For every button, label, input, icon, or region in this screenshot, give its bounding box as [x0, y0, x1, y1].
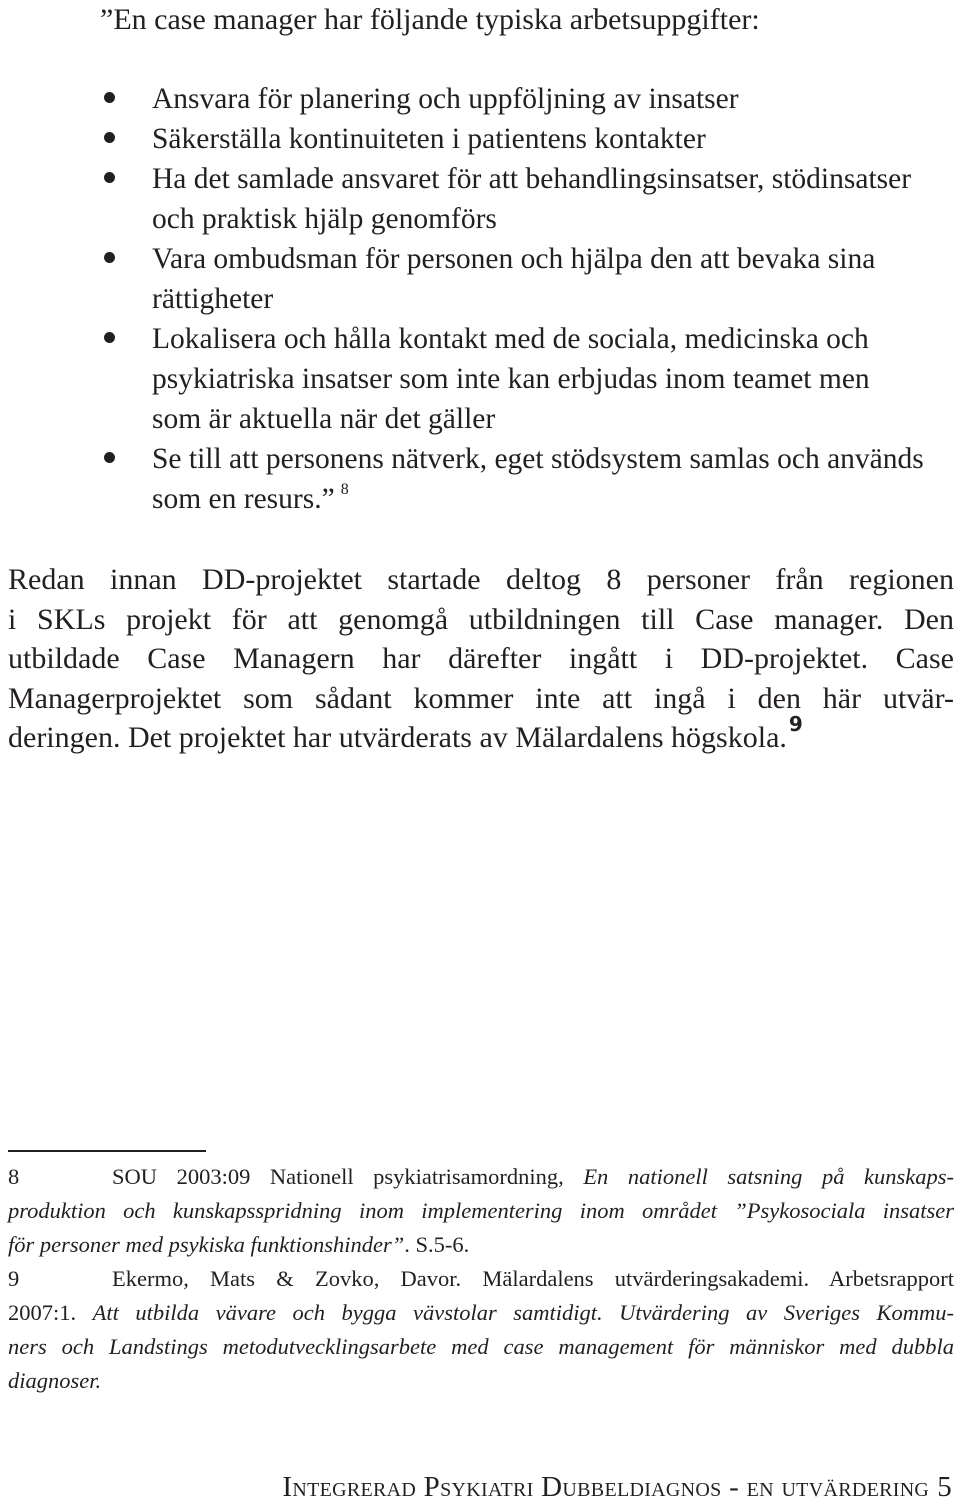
paragraph-line: Managerprojektet som sådant kommer inte att ingå i den här utvär- [8, 681, 954, 715]
quote-intro: ”En case manager har följande typiska arbetsuppgifter: [100, 3, 760, 36]
bullet-icon [104, 132, 115, 143]
list-item [0, 439, 960, 519]
footnote-line [8, 1228, 954, 1262]
list-item-text: Se till att personens nätverk, eget stödsystem samlas och används [152, 443, 924, 475]
page-number: 5 [937, 1471, 952, 1503]
footnote-text: 2007:1. [8, 1300, 93, 1325]
footnote-title: produktion och kunskapsspridning inom implementering inom området ”Psykosociala insatser [8, 1198, 954, 1223]
footnote-line [8, 1160, 954, 1194]
list-item-text: psykiatriska insatser som inte kan erbjudas inom teamet men [152, 363, 870, 395]
list-item-text: och praktisk hjälp genomförs [152, 203, 497, 235]
bullet-icon [104, 252, 115, 263]
running-footer-title: Integrerad Psykiatri Dubbeldiagnos - en utvärdering [282, 1471, 930, 1503]
list-item [0, 319, 960, 439]
list-item-text: som en resurs.” [152, 483, 335, 515]
footnote-number: 9 [8, 1266, 20, 1291]
footnote-title: diagnoser. [8, 1368, 102, 1393]
list-item-text: Ansvara för planering och uppföljning av insatser [152, 83, 739, 115]
footnote-8 [8, 1160, 954, 1262]
task-list [0, 79, 960, 519]
list-item [0, 159, 960, 239]
footnote-title: Att utbilda vävare och bygga vävstolar samtidigt. Utvärdering av Sveriges Kommu- [92, 1300, 954, 1325]
list-item [0, 119, 960, 159]
list-item-text: Vara ombudsman för personen och hjälpa den att bevaka sina [152, 243, 876, 275]
bullet-icon [104, 92, 115, 103]
footnote-number: 8 [8, 1164, 20, 1189]
paragraph-line: deringen. Det projektet har utvärderats av Mälardalens högskola. [8, 721, 787, 754]
footnote-ref-8[interactable]: 8 [340, 481, 349, 498]
paragraph-line: Redan innan DD-projektet startade deltog 8 personer från regionen [8, 563, 954, 596]
list-item-text: Säkerställa kontinuiteten i patientens kontakter [152, 123, 706, 155]
bullet-icon [104, 452, 115, 463]
list-item-text: Ha det samlade ansvaret för att behandlingsinsatser, stödinsatser [152, 163, 912, 195]
list-item [0, 79, 960, 119]
list-item [0, 239, 960, 319]
paragraph-line-last [8, 712, 954, 758]
bullet-icon [104, 332, 115, 343]
footnote-title: för personer med psykiska funktionshinder” [8, 1232, 405, 1257]
list-item-text: Lokalisera och hålla kontakt med de sociala, medicinska och [152, 323, 869, 355]
bullet-icon [104, 172, 115, 183]
footnote-title: ners och Landstings metodutvecklingsarbete med case management för människor med dubbla [8, 1334, 954, 1359]
footnote-text: . S.5-6. [404, 1232, 470, 1257]
footnote-line [8, 1262, 954, 1296]
footnote-title: En nationell satsning på kunskaps- [583, 1164, 955, 1189]
body-paragraph [8, 560, 954, 758]
footnote-9 [8, 1262, 954, 1398]
footnote-line [8, 1296, 954, 1330]
footnotes [8, 1160, 954, 1398]
footnote-text: Ekermo, Mats & Zovko, Davor. Mälardalens utvärderingsakademi. Arbetsrapport [112, 1266, 954, 1291]
list-item-text-last [152, 479, 960, 519]
list-item-text: rättigheter [152, 283, 274, 315]
footnote-text: SOU 2003:09 Nationell psykiatrisamordning, [112, 1164, 584, 1189]
footnote-separator [8, 1150, 206, 1152]
list-item-text: som är aktuella när det gäller [152, 403, 496, 435]
paragraph-line: utbildade Case Managern har därefter ingått i DD-projektet. Case [8, 642, 954, 675]
footnote-ref-9[interactable]: 9 [788, 712, 803, 736]
running-footer [282, 1470, 952, 1504]
paragraph-line: i SKLs projekt för att genomgå utbildningen till Case manager. Den [8, 602, 954, 636]
